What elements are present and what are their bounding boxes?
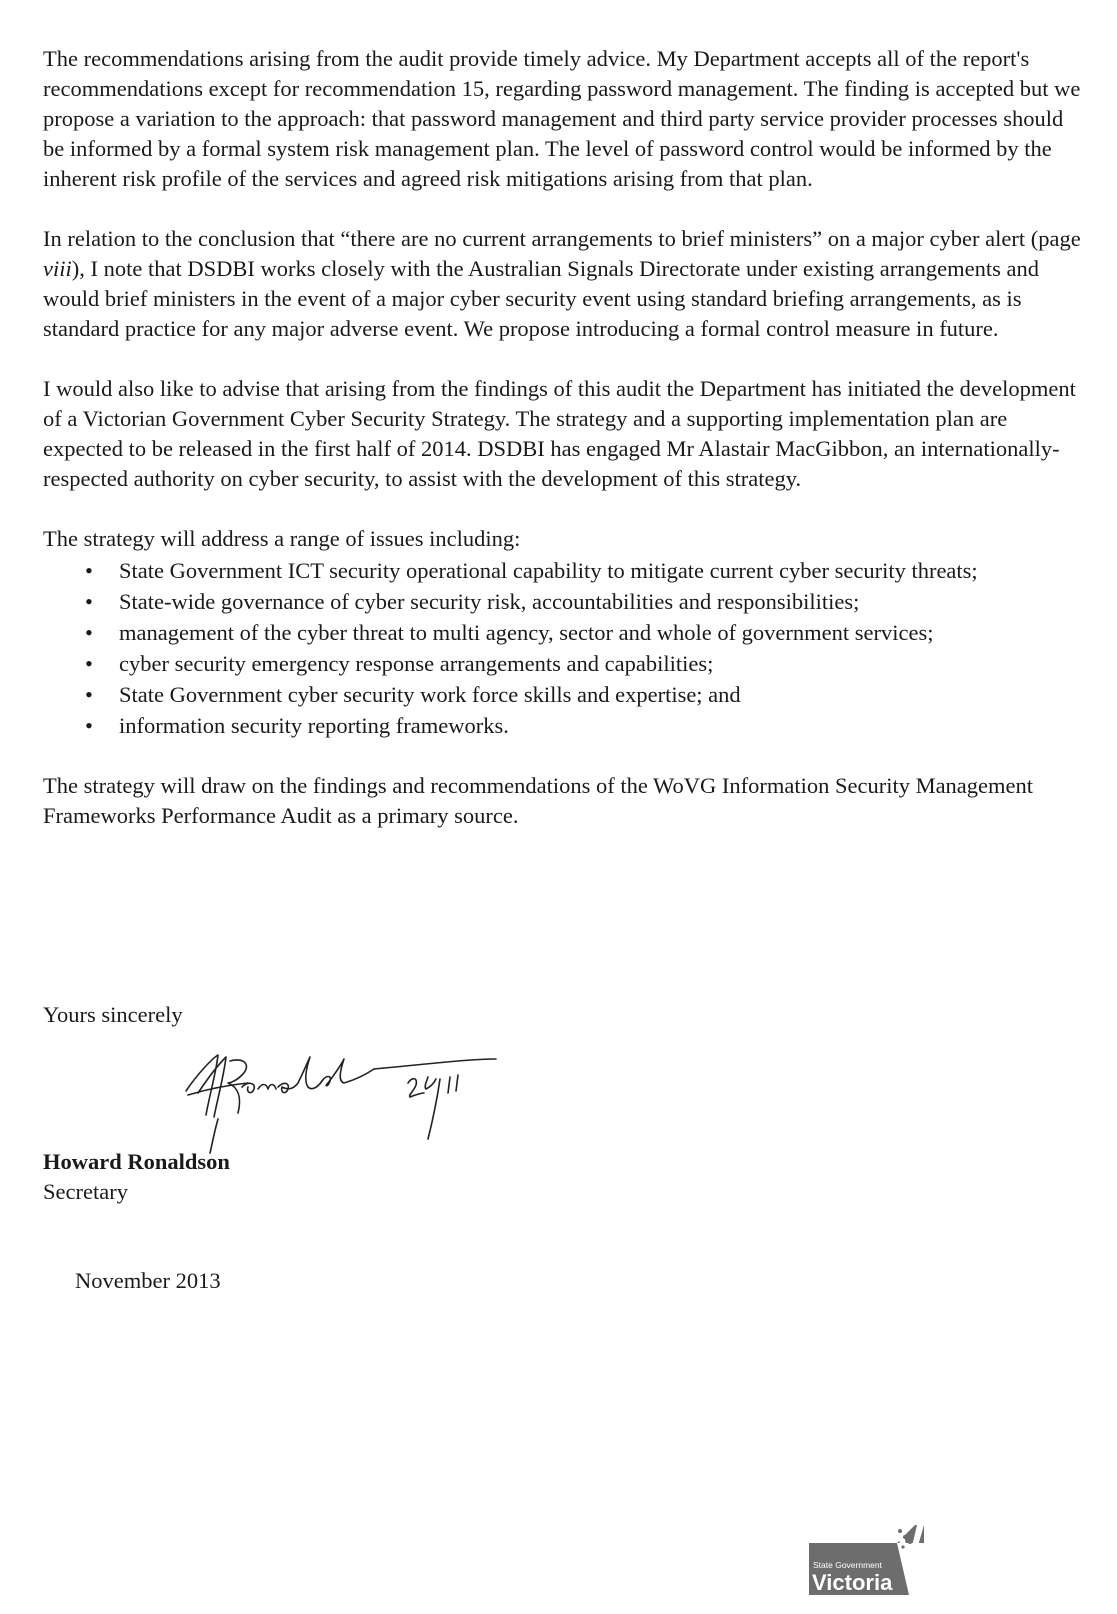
logo-small-text: State Government <box>813 1560 882 1570</box>
list-item-text: State-wide governance of cyber security risk, accountabilities and responsibilities; <box>119 589 860 614</box>
signatory-title: Secretary <box>43 1179 128 1204</box>
letter-body <box>43 44 1083 861</box>
list-item <box>43 555 1083 586</box>
bullet-icon: • <box>85 558 93 583</box>
bullet-icon: • <box>85 589 93 614</box>
list-item-text: State Government ICT security operational capability to mitigate current cyber security threats; <box>119 558 978 583</box>
page-reference: viii <box>43 256 72 281</box>
paragraph-briefing-text-1: In relation to the conclusion that “there are no current arrangements to brief ministers” on a major cyber alert (page <box>43 226 1081 251</box>
list-item <box>43 679 1083 710</box>
list-item-text: information security reporting frameworks. <box>119 713 509 738</box>
bullet-icon: • <box>85 651 93 676</box>
victoria-logo <box>809 1525 924 1595</box>
list-item-text: State Government cyber security work force skills and expertise; and <box>119 682 741 707</box>
list-item <box>43 710 1083 741</box>
logo-large-text: Victoria <box>812 1570 893 1595</box>
list-item <box>43 617 1083 648</box>
paragraph-recommendations: The recommendations arising from the audit provide timely advice. My Department accepts all of the report's recommendations except for recommendation 15, regarding password management. The finding is accepted but we propose a variation to the approach: that password management and third party service provider processes should be informed by a formal system risk management plan. The level of password control would be informed by the inherent risk profile of the services and agreed risk mitigations arising from that plan. <box>43 46 1081 191</box>
signatory-name: Howard Ronaldson <box>43 1149 230 1174</box>
bullet-icon: • <box>85 713 93 738</box>
paragraph-briefing-text-2: ), I note that DSDBI works closely with the Australian Signals Directorate under existing arrangements and would brief ministers in the event of a major cyber security event using standard briefing arrangements, as is standard practice for any major adverse event. We propose introducing a formal control measure in future. <box>43 256 1040 341</box>
list-item-text: management of the cyber threat to multi agency, sector and whole of government services; <box>119 620 934 645</box>
closing-salutation: Yours sincerely <box>43 1002 183 1027</box>
paragraph-briefing <box>43 224 1083 344</box>
issues-list <box>43 555 1083 741</box>
list-item-text: cyber security emergency response arrangements and capabilities; <box>119 651 714 676</box>
paragraph-primary-source: The strategy will draw on the findings and recommendations of the WoVG Information Security Management Frameworks Performance Audit as a primary source. <box>43 773 1034 828</box>
list-item <box>43 586 1083 617</box>
bullet-icon: • <box>85 620 93 645</box>
paragraph-strategy: I would also like to advise that arising from the findings of this audit the Department has initiated the development of a Victorian Government Cyber Security Strategy. The strategy and a supporting implementation plan are expected to be released in the first half of 2014. DSDBI has engaged Mr Alastair MacGibbon, an internationally-respected authority on cyber security, to assist with the development of this strategy. <box>43 376 1076 491</box>
list-item <box>43 648 1083 679</box>
paragraph-issues-intro: The strategy will address a range of issues including: <box>43 526 521 551</box>
letter-date: November 2013 <box>75 1268 221 1293</box>
bullet-icon: • <box>85 682 93 707</box>
